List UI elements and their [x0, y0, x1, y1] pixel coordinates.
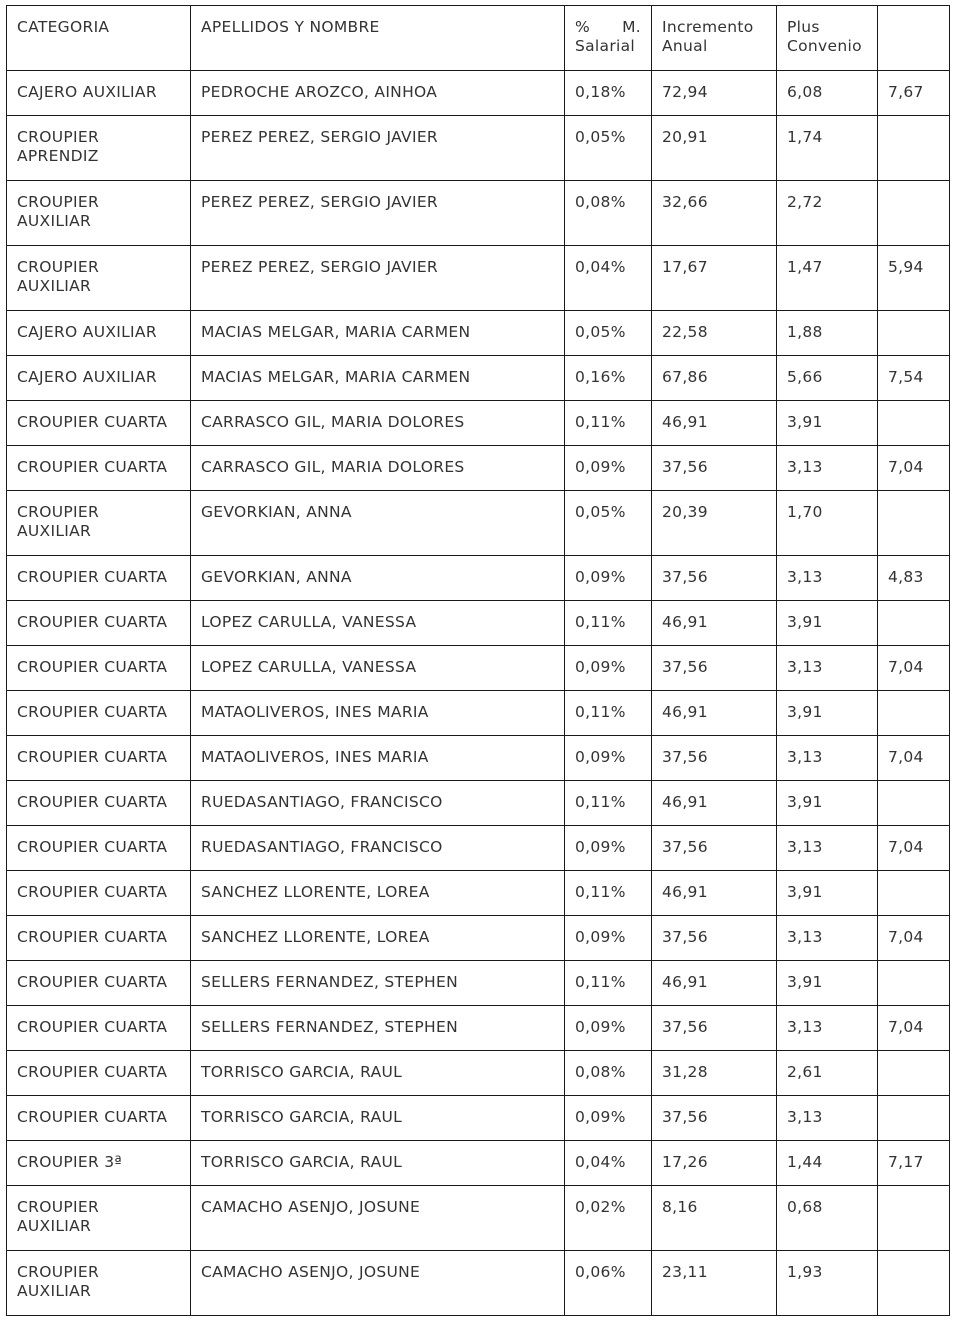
table-row	[7, 601, 950, 646]
cell-incremento: 46,91	[652, 871, 777, 916]
cell-nombre: RUEDASANTIAGO, FRANCISCO	[191, 826, 565, 871]
cell-extra	[878, 1251, 950, 1316]
cell-nombre: MATAOLIVEROS, INES MARIA	[191, 736, 565, 781]
table-row	[7, 1141, 950, 1186]
cell-nombre: RUEDASANTIAGO, FRANCISCO	[191, 781, 565, 826]
cell-incremento: 20,91	[652, 116, 777, 181]
cell-nombre: LOPEZ CARULLA, VANESSA	[191, 646, 565, 691]
cell-categoria: CROUPIER AUXILIAR	[7, 491, 191, 556]
header-pct-m: M.	[622, 18, 641, 36]
cell-nombre: CAMACHO ASENJO, JOSUNE	[191, 1186, 565, 1251]
header-row	[7, 6, 950, 71]
cell-extra: 7,04	[878, 916, 950, 961]
cell-categoria: CROUPIER 3ª	[7, 1141, 191, 1186]
cell-categoria: CROUPIER CUARTA	[7, 646, 191, 691]
cell-pct: 0,09%	[565, 1006, 652, 1051]
cell-incremento: 46,91	[652, 601, 777, 646]
cell-pct: 0,06%	[565, 1251, 652, 1316]
table-row	[7, 826, 950, 871]
cell-nombre: PEDROCHE AROZCO, AINHOA	[191, 71, 565, 116]
cell-nombre: TORRISCO GARCIA, RAUL	[191, 1141, 565, 1186]
header-incremento-line1: Incremento	[662, 18, 754, 36]
cell-incremento: 31,28	[652, 1051, 777, 1096]
cell-nombre: SANCHEZ LLORENTE, LOREA	[191, 871, 565, 916]
cell-extra	[878, 311, 950, 356]
cell-categoria: CROUPIER APRENDIZ	[7, 116, 191, 181]
table-row	[7, 246, 950, 311]
cell-pct: 0,11%	[565, 691, 652, 736]
cell-nombre: MACIAS MELGAR, MARIA CARMEN	[191, 311, 565, 356]
cell-plus: 3,91	[777, 691, 878, 736]
cell-pct: 0,05%	[565, 116, 652, 181]
header-extra	[878, 6, 950, 71]
table-row	[7, 311, 950, 356]
cell-extra: 7,04	[878, 826, 950, 871]
header-plus	[777, 6, 878, 71]
cell-plus: 3,91	[777, 401, 878, 446]
cell-categoria: CROUPIER AUXILIAR	[7, 1186, 191, 1251]
cell-extra: 7,17	[878, 1141, 950, 1186]
cell-nombre: GEVORKIAN, ANNA	[191, 556, 565, 601]
cell-pct: 0,05%	[565, 311, 652, 356]
cell-pct: 0,09%	[565, 1096, 652, 1141]
cell-plus: 3,13	[777, 446, 878, 491]
salary-table	[6, 5, 950, 1316]
cell-extra: 7,67	[878, 71, 950, 116]
cell-categoria: CROUPIER CUARTA	[7, 826, 191, 871]
header-pct-symbol: %	[575, 18, 591, 36]
cell-extra	[878, 401, 950, 446]
cell-extra	[878, 1051, 950, 1096]
cell-extra	[878, 491, 950, 556]
table-row	[7, 646, 950, 691]
cell-nombre: SELLERS FERNANDEZ, STEPHEN	[191, 961, 565, 1006]
cell-extra	[878, 691, 950, 736]
cell-plus: 3,13	[777, 736, 878, 781]
cell-categoria: CROUPIER CUARTA	[7, 1096, 191, 1141]
cell-categoria: CROUPIER CUARTA	[7, 1051, 191, 1096]
cell-plus: 3,13	[777, 646, 878, 691]
cell-pct: 0,05%	[565, 491, 652, 556]
cell-categoria: CROUPIER CUARTA	[7, 691, 191, 736]
cell-nombre: PEREZ PEREZ, SERGIO JAVIER	[191, 116, 565, 181]
cell-nombre: SANCHEZ LLORENTE, LOREA	[191, 916, 565, 961]
cell-incremento: 22,58	[652, 311, 777, 356]
cell-pct: 0,02%	[565, 1186, 652, 1251]
cell-pct: 0,11%	[565, 601, 652, 646]
cell-plus: 1,44	[777, 1141, 878, 1186]
cell-plus: 3,13	[777, 826, 878, 871]
table-row	[7, 916, 950, 961]
cell-incremento: 17,26	[652, 1141, 777, 1186]
cell-incremento: 32,66	[652, 181, 777, 246]
header-plus-line2: Convenio	[787, 37, 862, 55]
cell-extra	[878, 871, 950, 916]
cell-incremento: 20,39	[652, 491, 777, 556]
cell-pct: 0,11%	[565, 961, 652, 1006]
cell-incremento: 67,86	[652, 356, 777, 401]
header-pct-salarial	[565, 6, 652, 71]
header-incremento-line2: Anual	[662, 37, 708, 55]
cell-nombre: CARRASCO GIL, MARIA DOLORES	[191, 401, 565, 446]
cell-extra	[878, 116, 950, 181]
cell-plus: 1,74	[777, 116, 878, 181]
cell-plus: 5,66	[777, 356, 878, 401]
cell-pct: 0,09%	[565, 736, 652, 781]
table-row	[7, 1096, 950, 1141]
table-row	[7, 1251, 950, 1316]
cell-pct: 0,08%	[565, 1051, 652, 1096]
cell-categoria: CROUPIER CUARTA	[7, 446, 191, 491]
cell-extra: 7,04	[878, 736, 950, 781]
cell-nombre: GEVORKIAN, ANNA	[191, 491, 565, 556]
cell-categoria: CROUPIER CUARTA	[7, 916, 191, 961]
cell-plus: 1,70	[777, 491, 878, 556]
cell-categoria: CROUPIER CUARTA	[7, 1006, 191, 1051]
cell-incremento: 37,56	[652, 826, 777, 871]
cell-pct: 0,09%	[565, 646, 652, 691]
cell-incremento: 37,56	[652, 1096, 777, 1141]
cell-incremento: 46,91	[652, 401, 777, 446]
cell-categoria: CROUPIER CUARTA	[7, 736, 191, 781]
header-categoria: CATEGORIA	[7, 6, 191, 71]
cell-incremento: 46,91	[652, 961, 777, 1006]
cell-nombre: SELLERS FERNANDEZ, STEPHEN	[191, 1006, 565, 1051]
cell-categoria: CROUPIER CUARTA	[7, 781, 191, 826]
cell-extra	[878, 181, 950, 246]
cell-pct: 0,11%	[565, 401, 652, 446]
cell-pct: 0,18%	[565, 71, 652, 116]
cell-categoria: CROUPIER AUXILIAR	[7, 1251, 191, 1316]
cell-incremento: 46,91	[652, 691, 777, 736]
cell-incremento: 23,11	[652, 1251, 777, 1316]
cell-pct: 0,08%	[565, 181, 652, 246]
cell-nombre: PEREZ PEREZ, SERGIO JAVIER	[191, 246, 565, 311]
cell-incremento: 37,56	[652, 916, 777, 961]
cell-pct: 0,09%	[565, 916, 652, 961]
cell-nombre: CARRASCO GIL, MARIA DOLORES	[191, 446, 565, 491]
cell-categoria: CROUPIER CUARTA	[7, 401, 191, 446]
cell-extra: 4,83	[878, 556, 950, 601]
cell-plus: 2,61	[777, 1051, 878, 1096]
table-body	[7, 71, 950, 1316]
cell-extra: 7,54	[878, 356, 950, 401]
table-row	[7, 736, 950, 781]
cell-incremento: 72,94	[652, 71, 777, 116]
table-row	[7, 71, 950, 116]
cell-nombre: TORRISCO GARCIA, RAUL	[191, 1096, 565, 1141]
cell-pct: 0,16%	[565, 356, 652, 401]
cell-plus: 3,91	[777, 601, 878, 646]
cell-pct: 0,09%	[565, 556, 652, 601]
header-pct-salarial-label: Salarial	[575, 37, 636, 55]
table-row	[7, 871, 950, 916]
cell-nombre: MACIAS MELGAR, MARIA CARMEN	[191, 356, 565, 401]
cell-pct: 0,09%	[565, 446, 652, 491]
cell-categoria: CAJERO AUXILIAR	[7, 356, 191, 401]
cell-extra: 7,04	[878, 446, 950, 491]
cell-incremento: 8,16	[652, 1186, 777, 1251]
cell-pct: 0,04%	[565, 1141, 652, 1186]
cell-plus: 3,13	[777, 916, 878, 961]
cell-categoria: CROUPIER AUXILIAR	[7, 246, 191, 311]
cell-incremento: 37,56	[652, 736, 777, 781]
cell-incremento: 17,67	[652, 246, 777, 311]
cell-extra: 7,04	[878, 646, 950, 691]
cell-extra: 7,04	[878, 1006, 950, 1051]
cell-nombre: CAMACHO ASENJO, JOSUNE	[191, 1251, 565, 1316]
table-row	[7, 1051, 950, 1096]
cell-categoria: CROUPIER CUARTA	[7, 871, 191, 916]
cell-extra	[878, 601, 950, 646]
cell-categoria: CROUPIER CUARTA	[7, 601, 191, 646]
cell-plus: 3,91	[777, 781, 878, 826]
cell-pct: 0,04%	[565, 246, 652, 311]
cell-nombre: PEREZ PEREZ, SERGIO JAVIER	[191, 181, 565, 246]
cell-pct: 0,11%	[565, 871, 652, 916]
cell-plus: 3,91	[777, 871, 878, 916]
cell-plus: 1,93	[777, 1251, 878, 1316]
cell-categoria: CAJERO AUXILIAR	[7, 311, 191, 356]
table-row	[7, 181, 950, 246]
cell-nombre: LOPEZ CARULLA, VANESSA	[191, 601, 565, 646]
cell-plus: 3,13	[777, 1096, 878, 1141]
cell-categoria: CROUPIER CUARTA	[7, 556, 191, 601]
header-incremento	[652, 6, 777, 71]
table-row	[7, 491, 950, 556]
cell-categoria: CROUPIER AUXILIAR	[7, 181, 191, 246]
cell-pct: 0,11%	[565, 781, 652, 826]
table-row	[7, 961, 950, 1006]
cell-nombre: MATAOLIVEROS, INES MARIA	[191, 691, 565, 736]
cell-extra	[878, 961, 950, 1006]
cell-plus: 3,91	[777, 961, 878, 1006]
table-row	[7, 401, 950, 446]
cell-plus: 2,72	[777, 181, 878, 246]
cell-incremento: 37,56	[652, 1006, 777, 1051]
cell-extra	[878, 1096, 950, 1141]
table-row	[7, 1006, 950, 1051]
table-row	[7, 1186, 950, 1251]
table-row	[7, 446, 950, 491]
cell-plus: 3,13	[777, 1006, 878, 1051]
cell-plus: 1,47	[777, 246, 878, 311]
header-plus-line1: Plus	[787, 18, 820, 36]
cell-plus: 6,08	[777, 71, 878, 116]
table-row	[7, 691, 950, 736]
cell-extra: 5,94	[878, 246, 950, 311]
cell-categoria: CROUPIER CUARTA	[7, 961, 191, 1006]
cell-incremento: 37,56	[652, 646, 777, 691]
cell-extra	[878, 781, 950, 826]
table-row	[7, 116, 950, 181]
cell-plus: 3,13	[777, 556, 878, 601]
cell-plus: 1,88	[777, 311, 878, 356]
cell-incremento: 37,56	[652, 556, 777, 601]
cell-plus: 0,68	[777, 1186, 878, 1251]
table-row	[7, 781, 950, 826]
cell-nombre: TORRISCO GARCIA, RAUL	[191, 1051, 565, 1096]
cell-extra	[878, 1186, 950, 1251]
cell-incremento: 46,91	[652, 781, 777, 826]
cell-incremento: 37,56	[652, 446, 777, 491]
header-nombre: APELLIDOS Y NOMBRE	[191, 6, 565, 71]
cell-pct: 0,09%	[565, 826, 652, 871]
table-row	[7, 356, 950, 401]
table-row	[7, 556, 950, 601]
cell-categoria: CAJERO AUXILIAR	[7, 71, 191, 116]
